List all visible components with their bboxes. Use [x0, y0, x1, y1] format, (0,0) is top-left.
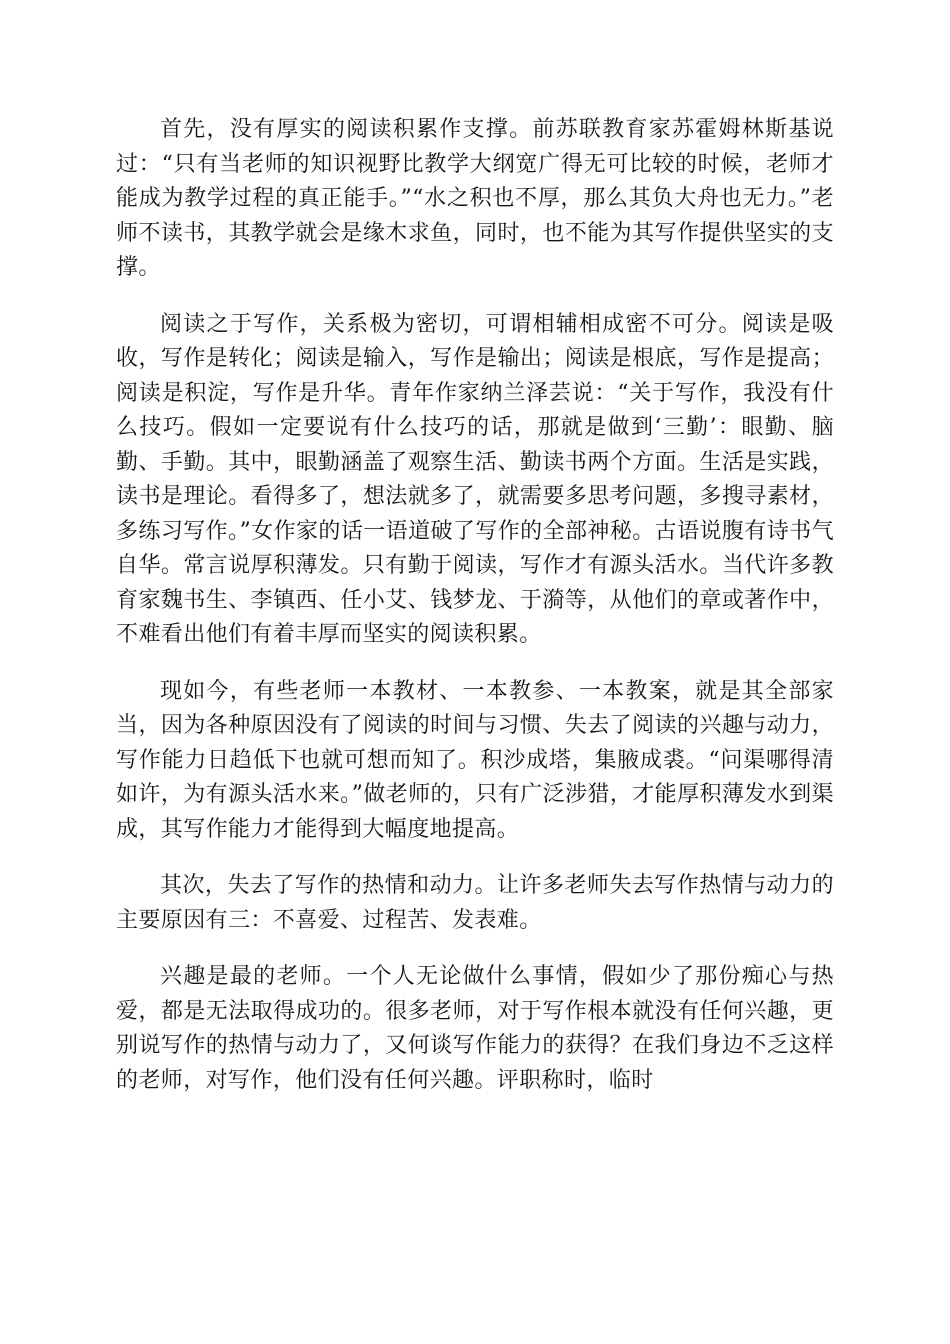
paragraph-3: 现如今，有些老师一本教材、一本教参、一本教案，就是其全部家当，因为各种原因没有了阅读的时间与习惯、失去了阅读的兴趣与动力，写作能力日趋低下也就可想而知了。积沙成塔，集腋成裘。“问渠哪得清如许，为有源头活水来。”做老师的，只有广泛涉猎，才能厚积薄发水到渠成，其写作能力才能得到大幅度地提高。 [116, 678, 834, 842]
document-body [116, 113, 834, 1120]
paragraph-1: 首先，没有厚实的阅读积累作支撑。前苏联教育家苏霍姆林斯基说过：“只有当老师的知识视野比教学大纲宽广得无可比较的时候，老师才能成为教学过程的真正能手。”“水之积也不厚，那么其负大舟也无力。”老师不读书，其教学就会是缘木求鱼，同时，也不能为其写作提供坚实的支撑。 [116, 117, 834, 280]
paragraph-4: 其次，失去了写作的热情和动力。让许多老师失去写作热情与动力的主要原因有三：不喜爱、过程苦、发表难。 [116, 873, 834, 933]
paragraph-5: 兴趣是最的老师。一个人无论做什么事情，假如少了那份痴心与热爱，都是无法取得成功的。很多老师，对于写作根本就没有任何兴趣，更别说写作的热情与动力了，又何谈写作能力的获得？在我们身边不乏这样的老师，对写作，他们没有任何兴趣。评职称时，临时 [116, 964, 834, 1093]
paragraph-2: 阅读之于写作，关系极为密切，可谓相辅相成密不可分。阅读是吸收，写作是转化；阅读是输入，写作是输出；阅读是根底，写作是提高；阅读是积淀，写作是升华。青年作家纳兰泽芸说：“关于写作，我没有什么技巧。假如一定要说有什么技巧的话，那就是做到‘三勤’：眼勤、脑勤、手勤。其中，眼勤涵盖了观察生活、勤读书两个方面。生活是实践，读书是理论。看得多了，想法就多了，就需要多思考问题，多搜寻素材，多练习写作。”女作家的话一语道破了写作的全部神秘。古语说腹有诗书气自华。常言说厚积薄发。只有勤于阅读，写作才有源头活水。当代许多教育家魏书生、李镇西、任小艾、钱梦龙、于漪等，从他们的章或著作中，不难看出他们有着丰厚而坚实的阅读积累。 [116, 311, 834, 647]
